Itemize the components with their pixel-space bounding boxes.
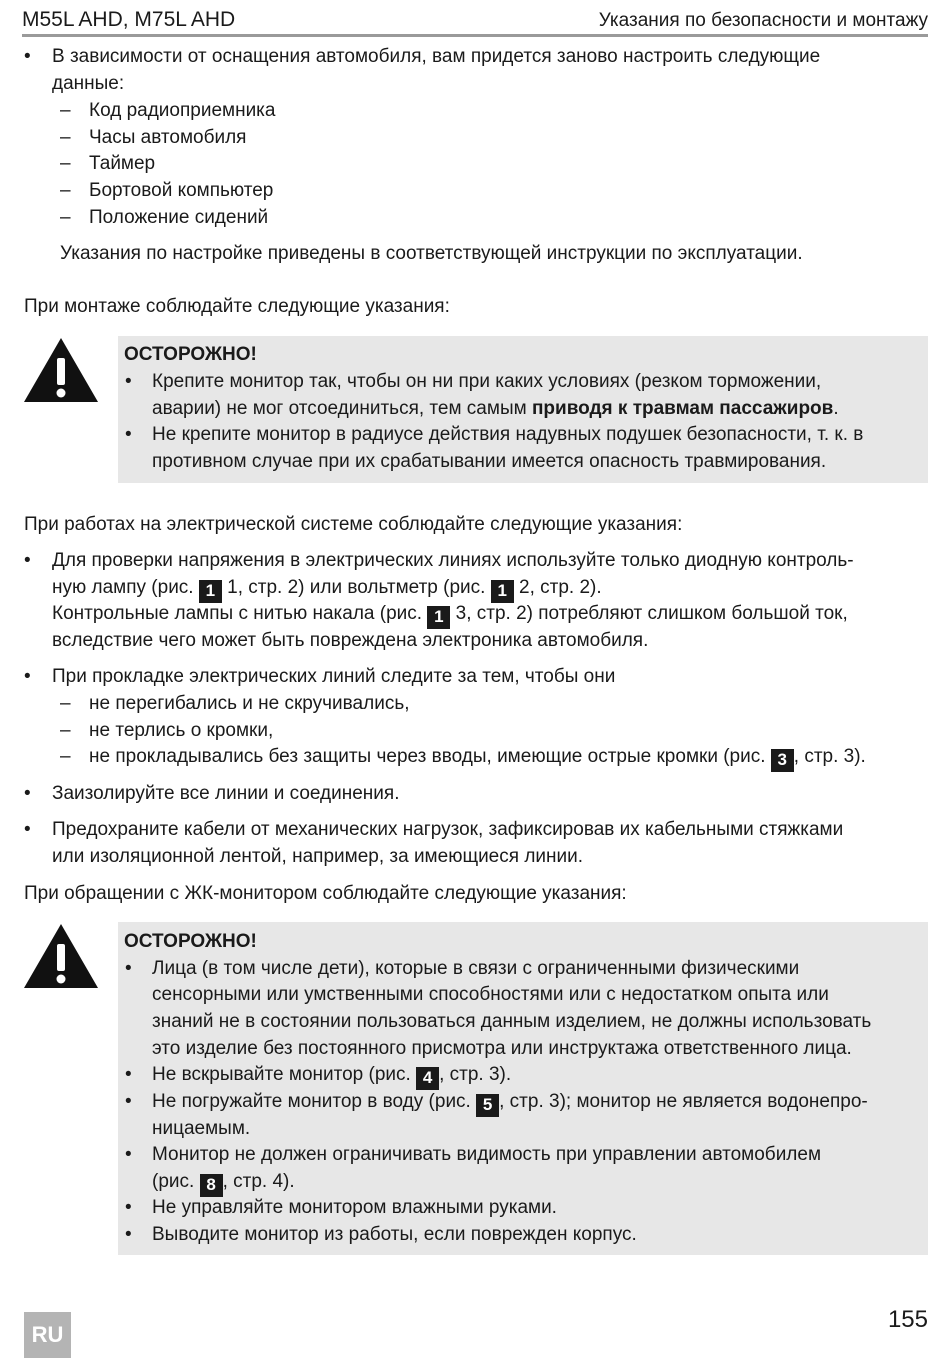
lcd-bullet-3-line-2: ницаемым. [152, 1118, 251, 1139]
lcd-bullet-4-line-2: (рис. 8 , стр. 4). [152, 1168, 295, 1197]
bullet: • [125, 1224, 132, 1245]
electric-p2-item: не перегибались и не скручивались, [89, 693, 410, 714]
figure-ref-badge: 4 [416, 1067, 439, 1090]
electric-p2-line-1: При прокладке электрических линий следите за тем, чтобы они [52, 666, 616, 687]
figure-ref-badge: 3 [771, 749, 794, 772]
dash: – [60, 693, 71, 714]
figure-ref-badge: 1 [427, 606, 450, 629]
lcd-bullet-3-line-1: Не погружайте монитор в воду (рис. 5 , стр. 3); монитор не является водонепро- [152, 1088, 868, 1117]
bullet: • [24, 666, 31, 687]
mount-bullet-2-line-1: Не крепите монитор в радиусе действия надувных подушек безопасности, т. к. в [152, 424, 864, 445]
electric-lead: При работах на электрической системе соблюдайте следующие указания: [24, 514, 683, 535]
intro-item: Код радиоприемника [89, 100, 276, 121]
intro-item: Положение сидений [89, 207, 269, 228]
electric-p2-item: не прокладывались без защиты через вводы, имеющие острые кромки (рис. 3 , стр. 3). [89, 743, 866, 772]
intro-line-2: данные: [52, 73, 125, 94]
lcd-bullet-1-line: сенсорными или умственными способностями или с недостатком опыта или [152, 984, 829, 1005]
bullet: • [125, 1064, 132, 1085]
electric-p4-line-1: Предохраните кабели от механических нагрузок, зафиксировав их кабельными стяжками [52, 819, 844, 840]
warning-title: ОСТОРОЖНО! [124, 931, 257, 952]
intro-item: Часы автомобиля [89, 127, 247, 148]
warning-icon [22, 336, 100, 404]
electric-p1-line-2: ную лампу (рис. 1 1, стр. 2) или вольтметр (рис. 1 2, стр. 2). [52, 574, 602, 603]
mount-bullet-2-line-2: противном случае при их срабатывании имеется опасность травмирования. [152, 451, 827, 472]
page-number: 155 [887, 1306, 928, 1333]
warning-title: ОСТОРОЖНО! [124, 344, 257, 365]
bullet: • [125, 424, 132, 445]
emphasis-text: приводя к травмам пассажиров [531, 398, 834, 419]
bullet: • [24, 550, 31, 571]
lcd-bullet-1-line: знаний не в состоянии пользоваться данным изделием, не должны использовать [152, 1011, 872, 1032]
electric-p1-line-4: вследствие чего может быть повреждена электроника автомобиля. [52, 630, 649, 651]
electric-p1-line-1: Для проверки напряжения в электрических линиях используйте только диодную контроль- [52, 550, 854, 571]
intro-note: Указания по настройке приведены в соответствующей инструкции по эксплуатации. [60, 243, 803, 264]
figure-ref-badge: 5 [476, 1094, 499, 1117]
electric-p3: Заизолируйте все линии и соединения. [52, 783, 400, 804]
bullet: • [24, 46, 31, 67]
dash: – [60, 153, 71, 174]
bullet: • [125, 1197, 132, 1218]
lcd-bullet-2: Не вскрывайте монитор (рис. 4 , стр. 3). [152, 1061, 511, 1090]
electric-p2-item: не терлись о кромки, [89, 720, 274, 741]
bullet: • [125, 958, 132, 979]
lcd-bullet-5: Не управляйте монитором влажными руками. [152, 1197, 557, 1218]
figure-ref-badge: 1 [199, 580, 222, 603]
mount-bullet-1-line-2: аварии) не мог отсоединиться, тем самым приводя к травмам пассажиров. [152, 398, 839, 419]
bullet: • [125, 1144, 132, 1165]
mount-lead: При монтаже соблюдайте следующие указания: [24, 296, 450, 317]
mount-bullet-1-line-1: Крепите монитор так, чтобы он ни при каких условиях (резком торможении, [152, 371, 822, 392]
dash: – [60, 127, 71, 148]
lcd-bullet-4-line-1: Монитор не должен ограничивать видимость при управлении автомобилем [152, 1144, 822, 1165]
intro-line-1: В зависимости от оснащения автомобиля, вам придется заново настроить следующие [52, 46, 821, 67]
header-section: Указания по безопасности и монтажу [598, 10, 928, 31]
figure-ref-badge: 8 [200, 1174, 223, 1197]
dash: – [60, 207, 71, 228]
warning-icon [22, 922, 100, 990]
dash: – [60, 746, 71, 767]
intro-item: Таймер [89, 153, 156, 174]
lcd-lead: При обращении с ЖК-монитором соблюдайте следующие указания: [24, 883, 627, 904]
bullet: • [125, 1091, 132, 1112]
lcd-bullet-6: Выводите монитор из работы, если поврежден корпус. [152, 1224, 637, 1245]
bullet: • [24, 819, 31, 840]
language-badge: RU [24, 1312, 71, 1358]
header-model: M55L AHD, M75L AHD [22, 8, 236, 31]
lcd-bullet-1-line: Лица (в том числе дети), которые в связи с ограниченными физическими [152, 958, 800, 979]
dash: – [60, 720, 71, 741]
page-header [22, 6, 928, 37]
dash: – [60, 100, 71, 121]
electric-p4-line-2: или изоляционной лентой, например, за имеющиеся линии. [52, 846, 584, 867]
electric-p1-line-3: Контрольные лампы с нитью накала (рис. 1 3, стр. 2) потребляют слишком большой ток, [52, 600, 848, 629]
bullet: • [24, 783, 31, 804]
dash: – [60, 180, 71, 201]
figure-ref-badge: 1 [491, 580, 514, 603]
lcd-bullet-1-line: это изделие без постоянного присмотра или инструктажа ответственного лица. [152, 1038, 852, 1059]
bullet: • [125, 371, 132, 392]
intro-item: Бортовой компьютер [89, 180, 274, 201]
